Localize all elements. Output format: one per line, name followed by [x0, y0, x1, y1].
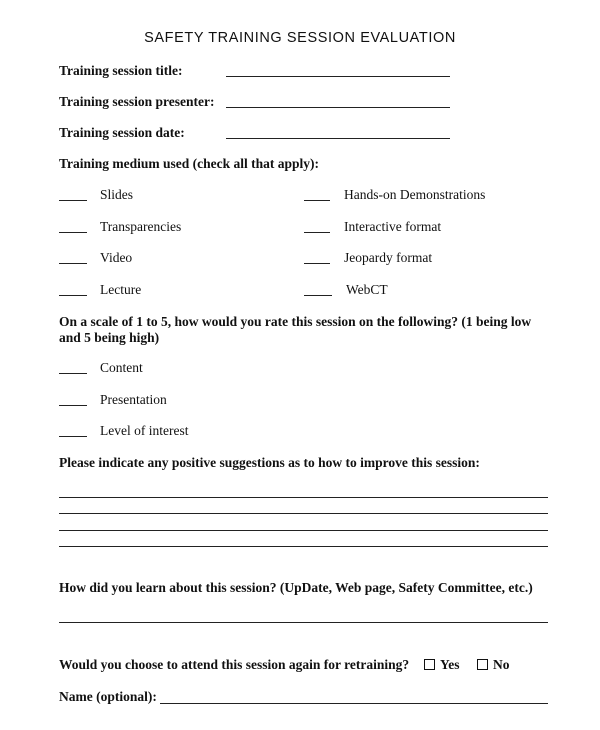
name-label: Name (optional):: [59, 689, 157, 704]
rating-blank-content[interactable]: [59, 373, 87, 374]
medium-heading: Training medium used (check all that apply):: [59, 156, 320, 171]
attend-no-label: No: [493, 657, 510, 672]
suggestions-heading: Please indicate any positive suggestions as to how to improve this session:: [59, 455, 480, 470]
page-title: SAFETY TRAINING SESSION EVALUATION: [144, 30, 456, 46]
medium-option-transparencies: Transparencies: [100, 219, 182, 234]
date-line[interactable]: [226, 138, 450, 139]
suggestions-line-2[interactable]: [59, 513, 548, 514]
no-checkbox-icon[interactable]: [477, 659, 488, 670]
yes-checkbox-icon[interactable]: [424, 659, 435, 670]
medium-check-hands-on[interactable]: [304, 200, 330, 201]
medium-option-webct: WebCT: [346, 282, 388, 297]
medium-option-lecture: Lecture: [100, 282, 142, 297]
suggestions-line-1[interactable]: [59, 497, 548, 498]
attend-yes-label: Yes: [440, 657, 460, 672]
date-label: Training session date:: [59, 125, 185, 140]
medium-check-video[interactable]: [59, 263, 87, 264]
suggestions-line-4[interactable]: [59, 546, 548, 547]
medium-option-jeopardy: Jeopardy format: [344, 250, 433, 265]
presenter-line[interactable]: [226, 107, 450, 108]
medium-check-transparencies[interactable]: [59, 232, 87, 233]
name-line[interactable]: [160, 703, 548, 704]
presenter-label: Training session presenter:: [59, 94, 215, 109]
rating-heading-line1: On a scale of 1 to 5, how would you rate this session on the following? (1 being low: [59, 314, 532, 329]
rating-item-content: Content: [100, 360, 143, 375]
medium-check-lecture[interactable]: [59, 295, 87, 296]
attend-yes-option[interactable]: [424, 657, 460, 673]
rating-item-interest: Level of interest: [100, 423, 189, 438]
suggestions-line-3[interactable]: [59, 530, 548, 531]
rating-blank-presentation[interactable]: [59, 405, 87, 406]
attend-no-option[interactable]: [477, 657, 510, 673]
medium-check-jeopardy[interactable]: [304, 263, 330, 264]
medium-option-video: Video: [100, 250, 133, 265]
session-title-label: Training session title:: [59, 63, 183, 78]
medium-option-slides: Slides: [100, 187, 134, 202]
rating-heading-line2: and 5 being high): [59, 330, 160, 345]
medium-option-hands-on: Hands-on Demonstrations: [344, 187, 486, 202]
medium-check-webct[interactable]: [304, 295, 332, 296]
session-title-line[interactable]: [226, 76, 450, 77]
medium-option-interactive: Interactive format: [344, 219, 442, 234]
medium-check-slides[interactable]: [59, 200, 87, 201]
rating-item-presentation: Presentation: [100, 392, 167, 407]
rating-blank-interest[interactable]: [59, 436, 87, 437]
learn-line[interactable]: [59, 622, 548, 623]
learn-heading: How did you learn about this session? (UpDate, Web page, Safety Committee, etc.): [59, 580, 533, 595]
attend-question: Would you choose to attend this session again for retraining?: [59, 657, 410, 672]
medium-check-interactive[interactable]: [304, 232, 330, 233]
